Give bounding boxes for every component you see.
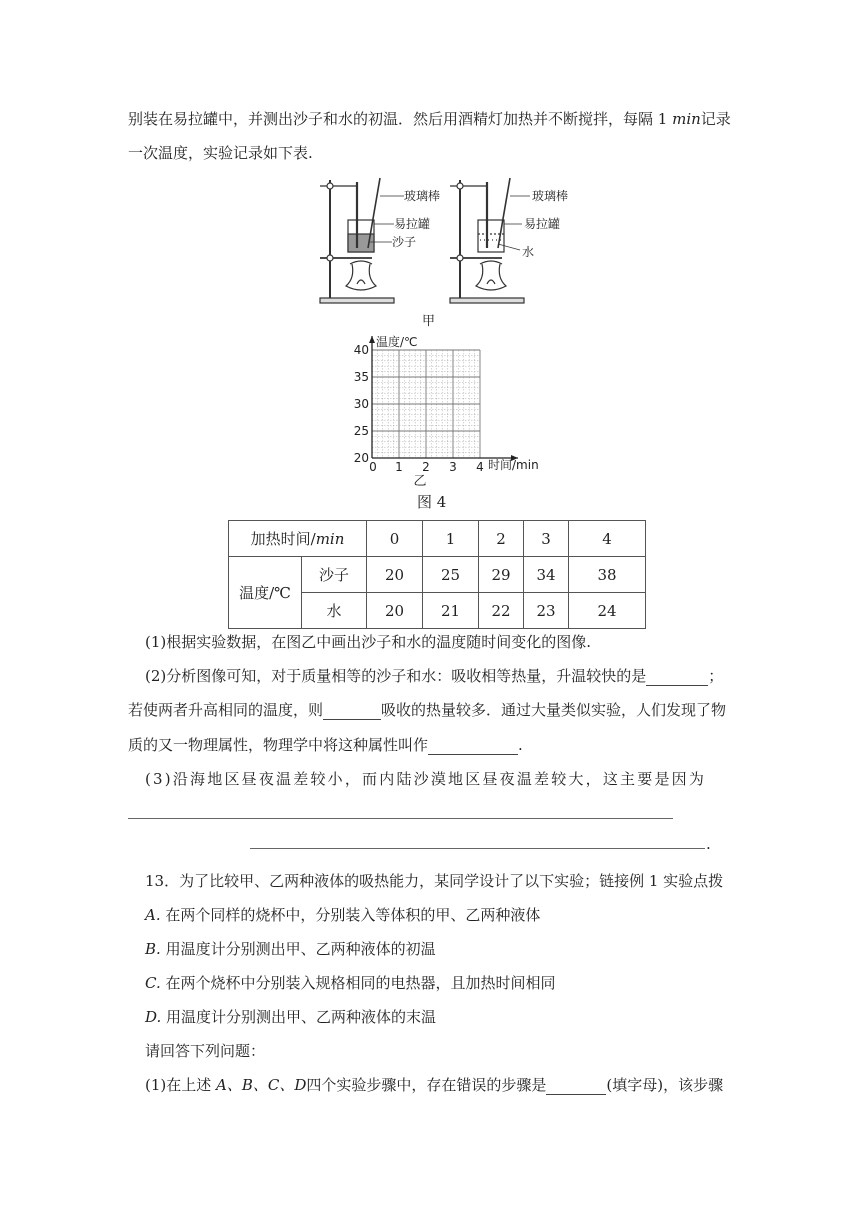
value-cell: 20 [367, 593, 423, 629]
y-axis-arrow [369, 336, 375, 343]
value-cell: 21 [423, 593, 479, 629]
y-tick-label: 40 [353, 343, 369, 357]
value-cell: 25 [423, 557, 479, 593]
time-cell: 2 [479, 521, 524, 557]
left-substance-label: 沙子 [392, 235, 417, 249]
y-tick-label: 30 [353, 397, 369, 411]
x-tick-label: 0 [369, 460, 377, 474]
question-2b: 若使两者升高相同的温度，则 吸收的热量较多．通过大量类似实验，人们发现了物 [128, 701, 727, 719]
intro-line-2: 一次温度，实验记录如下表. [128, 144, 313, 162]
answer-blank[interactable] [323, 703, 381, 720]
answer-blank[interactable] [546, 1078, 606, 1095]
table-row [229, 557, 646, 593]
x-tick-label: 1 [395, 460, 403, 474]
answer-blank[interactable] [428, 738, 518, 755]
question-2c: 质的又一物理属性，物理学中将这种属性叫作 . [128, 736, 523, 754]
question-3-end: . [706, 835, 711, 853]
step-c: C. 在两个烧杯中分别装入规格相同的电热器，且加热时间相同 [145, 974, 556, 992]
time-cell: 4 [569, 521, 646, 557]
y-axis-label: 温度/℃ [376, 335, 418, 349]
x-tick-label: 2 [422, 460, 430, 474]
answer-line[interactable] [128, 818, 673, 819]
temperature-time-chart [345, 330, 545, 489]
right-can-label: 易拉罐 [524, 217, 561, 231]
figure-caption: 图 4 [417, 493, 447, 511]
value-cell: 22 [479, 593, 524, 629]
step-d: D. 用温度计分别测出甲、乙两种液体的末温 [145, 1008, 437, 1026]
step-a: A. 在两个同样的烧杯中，分别装入等体积的甲、乙两种液体 [145, 906, 541, 924]
problem-13-q1: (1)在上述 A、B、C、D四个实验步骤中，存在错误的步骤是 (填字母)，该步骤 [145, 1076, 724, 1094]
problem-13-stem: 13．为了比较甲、乙两种液体的吸热能力，某同学设计了以下实验；链接例 1 实验点拨 [145, 872, 724, 890]
row-label-sand: 沙子 [302, 557, 367, 593]
y-tick-label: 25 [353, 424, 369, 438]
x-axis-label: 时间/min [488, 458, 539, 472]
temp-header-cell: 温度/℃ [229, 557, 302, 629]
value-cell: 29 [479, 557, 524, 593]
y-tick-label: 20 [353, 451, 369, 465]
value-cell: 23 [524, 593, 569, 629]
value-cell: 20 [367, 557, 423, 593]
left-rod-label: 玻璃棒 [404, 189, 441, 203]
apparatus-caption: 甲 [422, 314, 436, 329]
value-cell: 24 [569, 593, 646, 629]
time-cell: 0 [367, 521, 423, 557]
row-label-water: 水 [302, 593, 367, 629]
y-tick-label: 35 [353, 370, 369, 384]
time-header-cell: 加热时间/min [229, 521, 367, 557]
question-3: (3)沿海地区昼夜温差较小，而内陆沙漠地区昼夜温差较大，这主要是因为 [145, 770, 707, 788]
left-can-label: 易拉罐 [394, 217, 431, 231]
step-b: B. 用温度计分别测出甲、乙两种液体的初温 [145, 940, 436, 958]
table-row [229, 521, 646, 557]
apparatus-figure [310, 172, 570, 332]
answer-blank[interactable] [646, 669, 708, 686]
time-cell: 1 [423, 521, 479, 557]
question-1: (1)根据实验数据，在图乙中画出沙子和水的温度随时间变化的图像. [145, 633, 592, 651]
question-2a: (2)分析图像可知，对于质量相等的沙子和水：吸收相等热量，升温较快的是 ； [145, 667, 724, 685]
right-substance-label: 水 [522, 245, 535, 259]
time-cell: 3 [524, 521, 569, 557]
intro-line-1: 别装在易拉罐中，并测出沙子和水的初温．然后用酒精灯加热并不断搅拌，每隔 1 min记录 [128, 110, 731, 128]
chart-caption: 乙 [413, 474, 427, 489]
x-tick-label: 3 [449, 460, 457, 474]
problem-13-prompt: 请回答下列问题： [145, 1042, 266, 1060]
x-tick-label: 4 [476, 460, 484, 474]
answer-line[interactable] [250, 848, 705, 849]
value-cell: 34 [524, 557, 569, 593]
value-cell: 38 [569, 557, 646, 593]
data-table [228, 520, 646, 629]
right-rod-label: 玻璃棒 [532, 189, 569, 203]
